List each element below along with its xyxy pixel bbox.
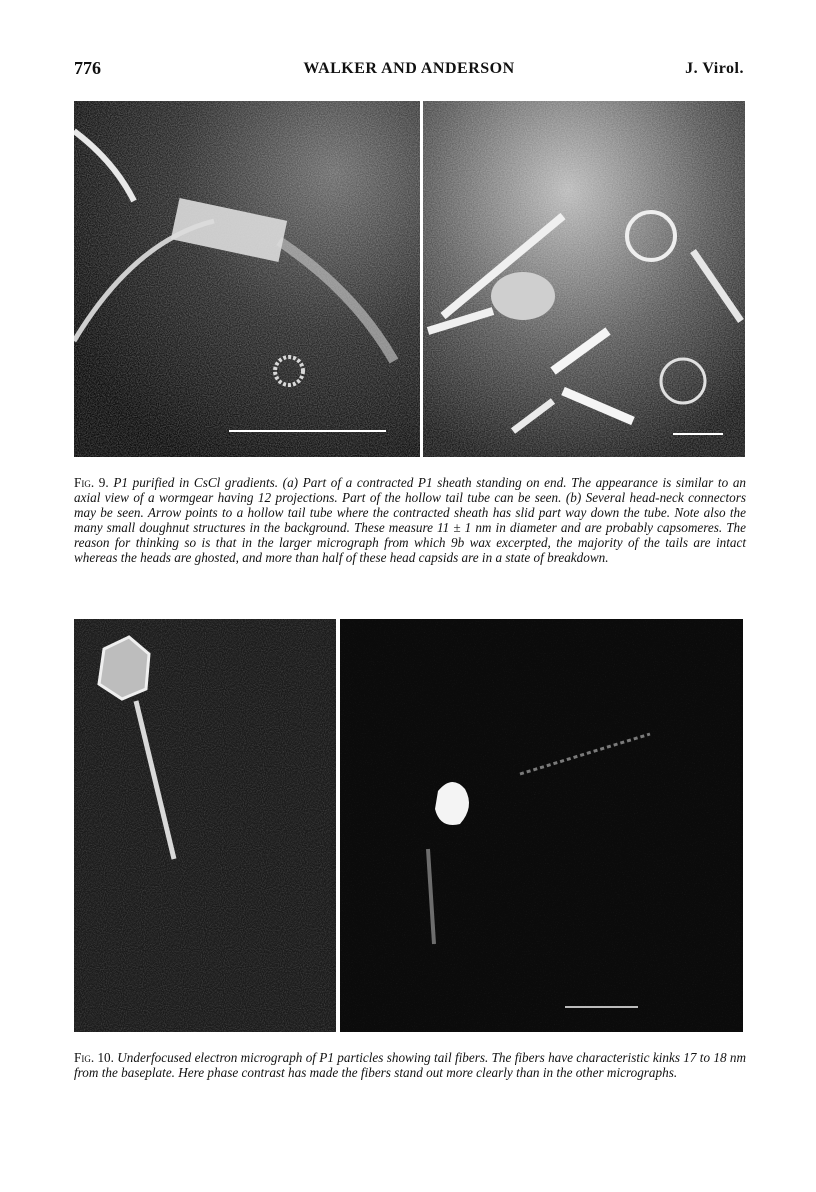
page-header bbox=[74, 58, 744, 84]
figure-9-caption-text: P1 purified in CsCl gradients. (a) Part of a contracted P1 sheath standing on end. The appearance is similar to an axial view of a wormgear having 12 projections. Part of the hollow tail tube can be seen. (b) Several head-neck connectors may be seen. Arrow points to a hollow tail tube where the contracted sheath has slid part way down the tube. Note also the many small doughnut structures in the background. These measure 11 ± 1 nm in diameter and are probably capsomeres. The reason for thinking so is that in the larger micrograph from which 9b wax excerpted, the majority of the tails are intact whereas the heads are ghosted, and more than half of these head capsids are in a state of breakdown. bbox=[74, 475, 747, 565]
micrograph-fig9a bbox=[74, 101, 420, 457]
running-title: WALKER AND ANDERSON bbox=[303, 60, 515, 77]
figure-10-caption bbox=[74, 1050, 746, 1080]
micrograph-fig10-right bbox=[340, 619, 743, 1032]
micrograph-fig9b bbox=[423, 101, 745, 457]
page-number: 776 bbox=[74, 58, 101, 78]
journal-name: J. Virol. bbox=[685, 60, 744, 77]
figure-10-label: Fig. 10. bbox=[74, 1050, 114, 1065]
micrograph-fig10-left bbox=[74, 619, 336, 1032]
figure-9-label: Fig. 9. bbox=[74, 475, 109, 490]
figure-10-caption-text: Underfocused electron micrograph of P1 particles showing tail fibers. The fibers have characteristic kinks 17 to 18 nm from the baseplate. Here phase contrast has made the fibers stand out more clearly than in the other micrographs. bbox=[74, 1050, 746, 1080]
figure-9-caption bbox=[74, 475, 746, 565]
